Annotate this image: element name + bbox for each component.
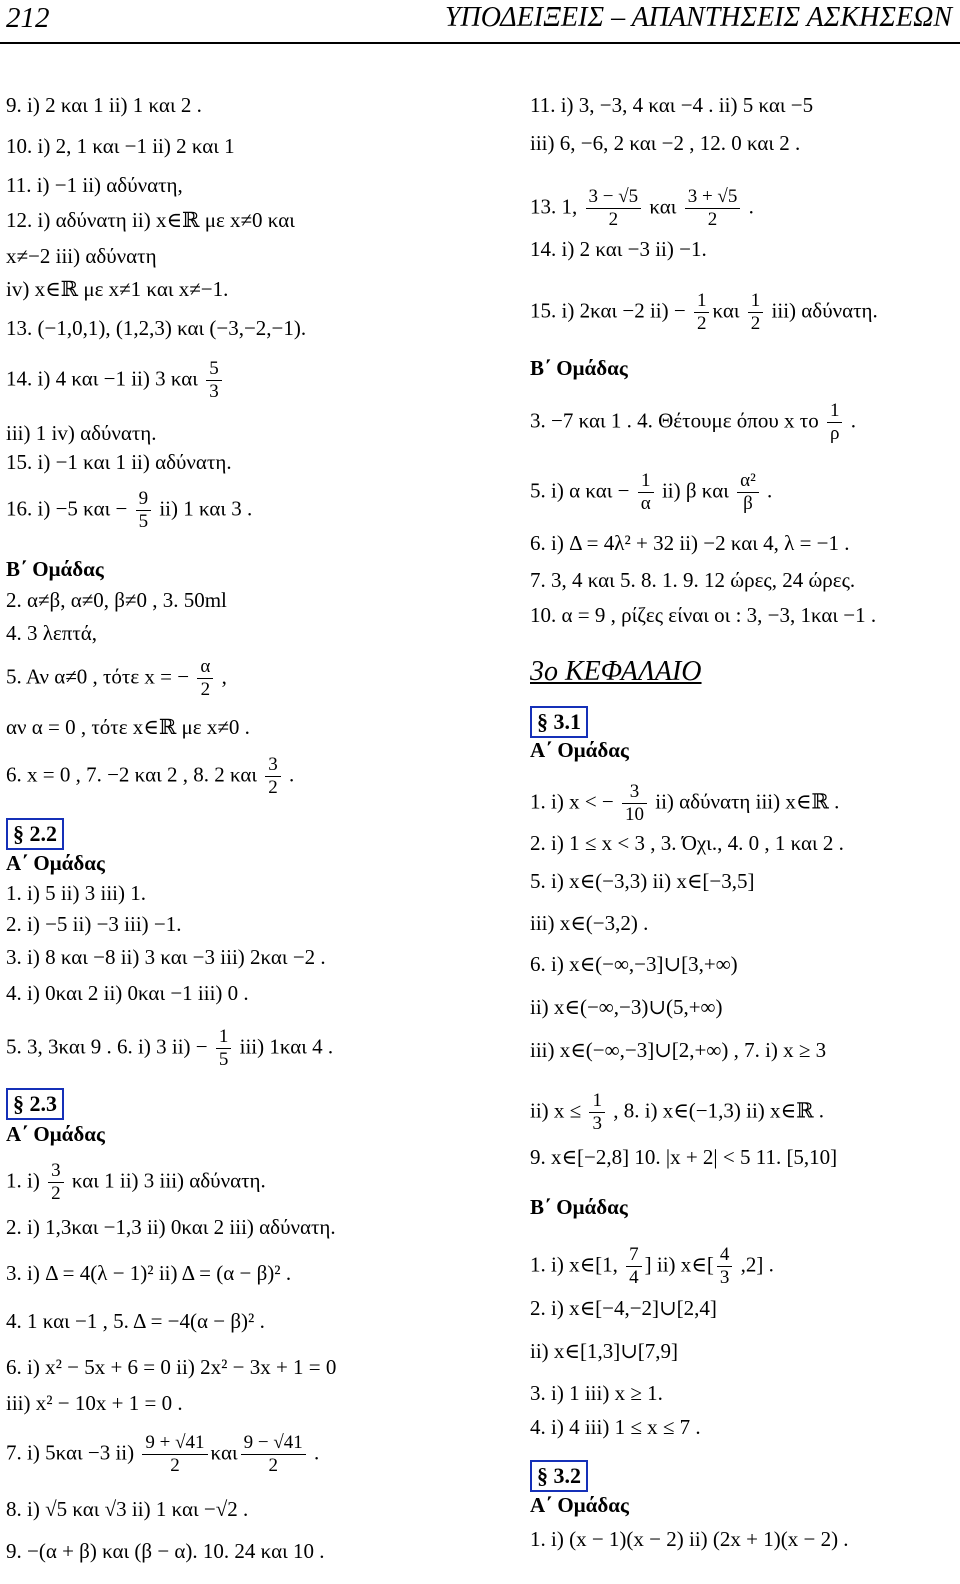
answer-line: 9. −(α + β) και (β − α). 10. 24 και 10 . bbox=[6, 1539, 325, 1563]
answer-text: . bbox=[308, 1440, 320, 1465]
fraction bbox=[136, 488, 152, 533]
answer-line: 5. i) x∈(−3,3) ii) x∈[−3,5] bbox=[530, 869, 755, 893]
answer-line bbox=[6, 358, 225, 403]
answer-line bbox=[530, 470, 772, 515]
fraction bbox=[589, 1090, 605, 1135]
fraction bbox=[717, 1244, 733, 1289]
answer-text: 7. i) 5και −3 ii) bbox=[6, 1440, 140, 1465]
fraction-denominator: α bbox=[638, 492, 654, 515]
group-heading: Β΄ Ομάδας bbox=[530, 356, 628, 380]
answer-text: . bbox=[743, 194, 754, 219]
fraction-numerator: 7 bbox=[629, 1244, 639, 1265]
fraction-numerator: 3 + √5 bbox=[687, 186, 738, 207]
answer-line bbox=[530, 1090, 824, 1135]
answer-text: 6. x = 0 , 7. −2 και 2 , 8. 2 και bbox=[6, 762, 263, 787]
answer-line: 2. α≠β, α≠0, β≠0 , 3. 50ml bbox=[6, 588, 227, 612]
fraction-numerator: 4 bbox=[719, 1244, 730, 1265]
answer-text: 1. i) bbox=[6, 1168, 46, 1193]
answer-text: 13. 1, bbox=[530, 194, 583, 219]
answer-line bbox=[530, 1244, 774, 1289]
group-heading: Α΄ Ομάδας bbox=[6, 1122, 105, 1146]
answer-text: 16. i) −5 και − bbox=[6, 496, 133, 521]
answer-line: 8. i) √5 και √3 ii) 1 και −√2 . bbox=[6, 1497, 249, 1521]
answer-text: . bbox=[283, 762, 295, 787]
fraction-numerator: 5 bbox=[209, 358, 219, 379]
answer-line: 12. i) αδύνατη ii) x∈ℝ με x≠0 και bbox=[6, 208, 295, 232]
group-heading: Β΄ Ομάδας bbox=[6, 557, 104, 581]
answer-line: 1. i) (x − 1)(x − 2) ii) (2x + 1)(x − 2) . bbox=[530, 1527, 849, 1551]
fraction-numerator: 1 bbox=[829, 400, 840, 421]
fraction-numerator: 1 bbox=[592, 1090, 602, 1111]
answer-line: 2. i) x∈[−4,−2]∪[2,4] bbox=[530, 1296, 717, 1320]
fraction bbox=[626, 1244, 642, 1289]
fraction-denominator: ρ bbox=[827, 422, 843, 445]
answer-line: 6. i) x² − 5x + 6 = 0 ii) 2x² − 3x + 1 = 0 bbox=[6, 1355, 337, 1379]
answer-text: και bbox=[210, 1440, 238, 1465]
answer-line: 1. i) 5 ii) 3 iii) 1. bbox=[6, 881, 146, 905]
answer-text: ii) β και bbox=[656, 478, 735, 503]
answer-line: 4. i) 4 iii) 1 ≤ x ≤ 7 . bbox=[530, 1415, 701, 1439]
answer-line: iii) x∈(−∞,−3]∪[2,+∞) , 7. i) x ≥ 3 bbox=[530, 1038, 827, 1062]
answer-text: 1. i) x∈[1, bbox=[530, 1252, 624, 1277]
answer-line: ii) x∈[1,3]∪[7,9] bbox=[530, 1339, 679, 1363]
fraction-numerator: 3 bbox=[51, 1160, 61, 1181]
fraction bbox=[241, 1432, 306, 1477]
section-label: § 2.3 bbox=[6, 1088, 64, 1120]
answer-line: 10. α = 9 , ρίζες είναι οι : 3, −3, 1και −1 . bbox=[530, 603, 877, 627]
page-number: 212 bbox=[6, 2, 50, 34]
answer-text: και 1 ii) 3 iii) αδύνατη. bbox=[66, 1168, 266, 1193]
group-heading: Β΄ Ομάδας bbox=[530, 1195, 628, 1219]
fraction bbox=[748, 290, 764, 335]
answer-text: , 8. i) x∈(−1,3) ii) x∈ℝ . bbox=[607, 1098, 825, 1123]
section-label: § 3.2 bbox=[530, 1460, 588, 1492]
answer-text: ,2] . bbox=[735, 1252, 774, 1277]
answer-line: 4. 3 λεπτά, bbox=[6, 621, 98, 645]
answer-line: 6. i) x∈(−∞,−3]∪[3,+∞) bbox=[530, 952, 738, 976]
fraction bbox=[216, 1026, 232, 1071]
answer-text: . bbox=[761, 478, 773, 503]
answer-line: 4. 1 και −1 , 5. Δ = −4(α − β)² . bbox=[6, 1309, 265, 1333]
answer-text: 1. i) x < − bbox=[530, 789, 620, 814]
fraction-denominator: 4 bbox=[626, 1266, 642, 1289]
fraction-denominator: 2 bbox=[48, 1182, 64, 1205]
fraction-numerator: 3 bbox=[268, 754, 278, 775]
section-label: § 2.2 bbox=[6, 818, 64, 850]
answer-line: ii) x∈(−∞,−3)∪(5,+∞) bbox=[530, 995, 723, 1019]
fraction bbox=[827, 400, 843, 445]
fraction bbox=[622, 781, 647, 826]
fraction bbox=[685, 186, 741, 231]
answer-line: iii) x² − 10x + 1 = 0 . bbox=[6, 1391, 183, 1415]
fraction-denominator: 2 bbox=[694, 312, 710, 335]
section-heading bbox=[6, 818, 64, 850]
fraction-denominator: 2 bbox=[241, 1454, 306, 1477]
answer-text: και bbox=[644, 194, 682, 219]
answer-line bbox=[530, 400, 856, 445]
fraction-denominator: 2 bbox=[748, 312, 764, 335]
answer-text: . bbox=[845, 408, 856, 433]
group-heading: Α΄ Ομάδας bbox=[6, 851, 105, 875]
answer-line: 6. i) Δ = 4λ² + 32 ii) −2 και 4, λ = −1 . bbox=[530, 531, 850, 555]
fraction-numerator: 3 − √5 bbox=[588, 186, 639, 207]
answer-line: 7. 3, 4 και 5. 8. 1. 9. 12 ώρες, 24 ώρες. bbox=[530, 568, 856, 592]
fraction-denominator: 3 bbox=[717, 1266, 733, 1289]
fraction bbox=[206, 358, 222, 403]
answer-line: 3. i) 1 iii) x ≥ 1. bbox=[530, 1381, 663, 1405]
answer-line: iii) 6, −6, 2 και −2 , 12. 0 και 2 . bbox=[530, 131, 801, 155]
header-rule bbox=[0, 42, 960, 44]
answer-line: αν α = 0 , τότε x∈ℝ με x≠0 . bbox=[6, 715, 250, 739]
answer-text: 14. i) 4 και −1 ii) 3 και bbox=[6, 366, 204, 391]
answer-line bbox=[6, 1160, 266, 1205]
answer-line: 9. i) 2 και 1 ii) 1 και 2 . bbox=[6, 93, 202, 117]
answer-line: 9. x∈[−2,8] 10. |x + 2| < 5 11. [5,10] bbox=[530, 1145, 838, 1169]
answer-line bbox=[6, 656, 227, 701]
fraction-denominator: 3 bbox=[206, 380, 222, 403]
fraction-numerator: α bbox=[200, 656, 211, 677]
fraction-denominator: 2 bbox=[685, 208, 741, 231]
fraction-numerator: 9 + √41 bbox=[145, 1432, 205, 1453]
answer-line bbox=[6, 1432, 319, 1477]
answer-line bbox=[6, 754, 294, 799]
answer-text: και bbox=[712, 298, 745, 323]
page-title: ΥΠΟΔΕΙΞΕΙΣ – ΑΠΑΝΤΗΣΕΙΣ ΑΣΚΗΣΕΩΝ bbox=[444, 2, 952, 33]
answer-text: 5. i) α και − bbox=[530, 478, 635, 503]
answer-line: 3. i) Δ = 4(λ − 1)² ii) Δ = (α − β)² . bbox=[6, 1261, 292, 1285]
answer-text: , bbox=[216, 664, 227, 689]
answer-line: 14. i) 2 και −3 ii) −1. bbox=[530, 237, 707, 261]
answer-line: 13. (−1,0,1), (1,2,3) και (−3,−2,−1). bbox=[6, 316, 307, 340]
fraction-numerator: α² bbox=[740, 470, 756, 491]
fraction bbox=[48, 1160, 64, 1205]
fraction-numerator: 9 − √41 bbox=[243, 1432, 303, 1453]
answer-text: ] ii) x∈[ bbox=[644, 1252, 714, 1277]
answer-line: iv) x∈ℝ με x≠1 και x≠−1. bbox=[6, 277, 229, 301]
fraction-denominator: 2 bbox=[142, 1454, 207, 1477]
fraction-numerator: 3 bbox=[629, 781, 640, 802]
group-heading: Α΄ Ομάδας bbox=[530, 738, 629, 762]
section-label: § 3.1 bbox=[530, 706, 588, 738]
answer-line: 2. i) −5 ii) −3 iii) −1. bbox=[6, 912, 182, 936]
section-heading bbox=[530, 706, 588, 738]
answer-text: ii) 1 και 3 . bbox=[154, 496, 253, 521]
answer-text: 15. i) 2και −2 ii) − bbox=[530, 298, 691, 323]
fraction-denominator: 5 bbox=[136, 510, 152, 533]
fraction-numerator: 1 bbox=[218, 1026, 229, 1047]
fraction-numerator: 1 bbox=[640, 470, 651, 491]
fraction bbox=[586, 186, 642, 231]
fraction-numerator: 1 bbox=[750, 290, 761, 311]
answer-line: 4. i) 0και 2 ii) 0και −1 iii) 0 . bbox=[6, 981, 249, 1005]
fraction-denominator: 10 bbox=[622, 803, 647, 826]
answer-line: 11. i) −1 ii) αδύνατη, bbox=[6, 173, 183, 197]
answer-text: iii) αδύνατη. bbox=[766, 298, 878, 323]
fraction bbox=[197, 656, 213, 701]
answer-text: ii) x ≤ bbox=[530, 1098, 587, 1123]
answer-text: iii) 1και 4 . bbox=[234, 1034, 334, 1059]
chapter-heading: 3ο ΚΕΦΑΛΑΙΟ bbox=[530, 656, 702, 687]
answer-line: iii) x∈(−3,2) . bbox=[530, 911, 649, 935]
fraction-denominator: 2 bbox=[197, 678, 213, 701]
answer-text: ii) αδύνατη iii) x∈ℝ . bbox=[650, 789, 840, 814]
fraction-denominator: 5 bbox=[216, 1048, 232, 1071]
fraction bbox=[142, 1432, 207, 1477]
fraction-numerator: 9 bbox=[138, 488, 149, 509]
answer-line bbox=[530, 186, 754, 231]
answer-text: 3. −7 και 1 . 4. Θέτουμε όπου x το bbox=[530, 408, 824, 433]
group-heading: Α΄ Ομάδας bbox=[530, 1493, 629, 1517]
answer-line: 3. i) 8 και −8 ii) 3 και −3 iii) 2και −2 . bbox=[6, 945, 326, 969]
answer-line bbox=[530, 781, 839, 826]
answer-line: 2. i) 1,3και −1,3 ii) 0και 2 iii) αδύνατη. bbox=[6, 1215, 336, 1239]
answer-line: 10. i) 2, 1 και −1 ii) 2 και 1 bbox=[6, 134, 235, 158]
answer-line: iii) 1 iv) αδύνατη. bbox=[6, 421, 157, 445]
answer-text: 5. 3, 3και 9 . 6. i) 3 ii) − bbox=[6, 1034, 213, 1059]
fraction-numerator: 1 bbox=[696, 290, 707, 311]
answer-line: 11. i) 3, −3, 4 και −4 . ii) 5 και −5 bbox=[530, 93, 814, 117]
fraction-denominator: β bbox=[737, 492, 759, 515]
section-heading bbox=[530, 1460, 588, 1492]
fraction-denominator: 2 bbox=[586, 208, 642, 231]
answer-line: 2. i) 1 ≤ x < 3 , 3. Όχι., 4. 0 , 1 και 2 . bbox=[530, 831, 844, 855]
answer-line bbox=[530, 290, 878, 335]
fraction-denominator: 3 bbox=[589, 1112, 605, 1135]
fraction-denominator: 2 bbox=[265, 776, 281, 799]
page-header bbox=[0, 0, 960, 50]
fraction bbox=[638, 470, 654, 515]
answer-line bbox=[6, 1026, 333, 1071]
answer-text: 5. Αν α≠0 , τότε x = − bbox=[6, 664, 195, 689]
answer-line: 15. i) −1 και 1 ii) αδύνατη. bbox=[6, 450, 232, 474]
answer-line: x≠−2 iii) αδύνατη bbox=[6, 244, 157, 268]
answer-line bbox=[6, 488, 252, 533]
fraction bbox=[265, 754, 281, 799]
section-heading bbox=[6, 1088, 64, 1120]
fraction bbox=[737, 470, 759, 515]
fraction bbox=[694, 290, 710, 335]
